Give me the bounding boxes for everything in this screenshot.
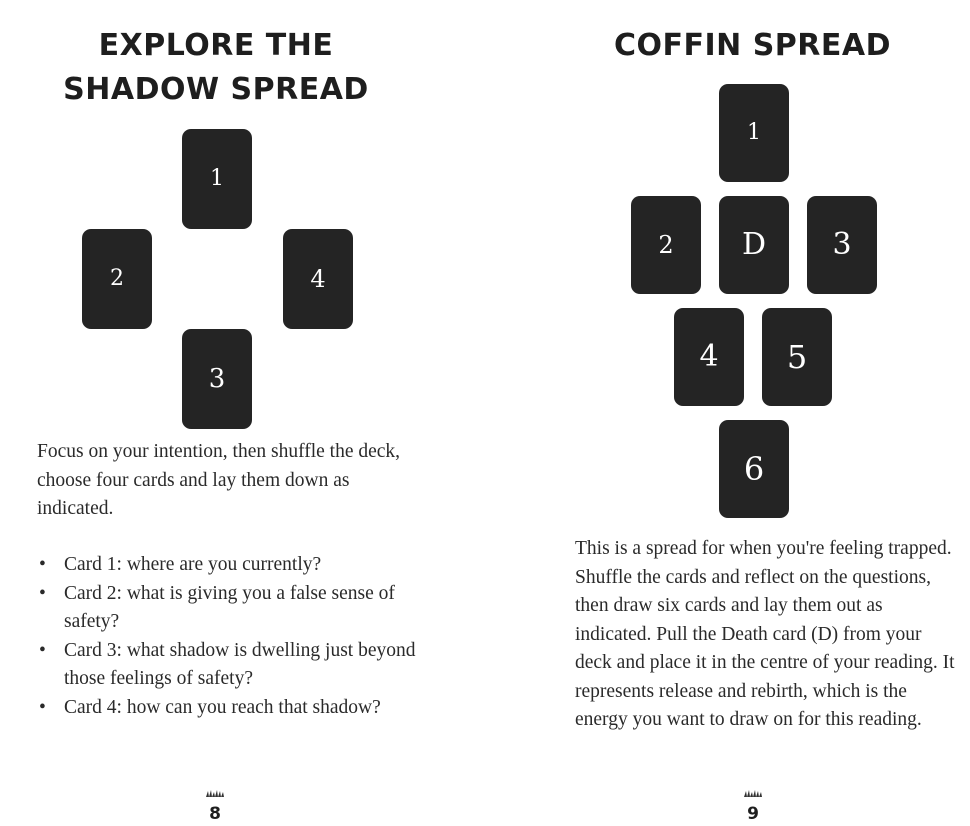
bullet-icon: •	[39, 696, 46, 718]
page-title	[525, 24, 970, 68]
page-number: 8	[209, 804, 221, 824]
list-item: • Card 1: where are you currently?	[37, 551, 417, 580]
spread-card-1	[719, 84, 789, 182]
page-title	[40, 24, 392, 112]
title-line-1: COFFIN SPREAD	[613, 28, 892, 63]
list-item: • Card 4: how can you reach that shadow?	[37, 694, 417, 723]
spread-card-2	[631, 196, 701, 294]
right-page	[485, 0, 970, 826]
intro-paragraph: Focus on your intention, then shuffle the deck, choose four cards and lay them down as indicated.	[37, 441, 401, 519]
bullet-icon: •	[39, 582, 46, 604]
title-line-1: EXPLORE THE	[98, 28, 334, 63]
card-number: 5	[786, 338, 808, 376]
bullet-icon: •	[39, 554, 46, 575]
card-number: 4	[310, 265, 326, 293]
spread-card-5	[762, 308, 832, 406]
card-number: 6	[743, 450, 765, 488]
card-number: 3	[208, 364, 226, 394]
spread-card-3	[182, 329, 252, 429]
card-letter: D	[741, 227, 767, 262]
intro-paragraph: This is a spread for when you're feeling trapped. Shuffle the cards and reflect on the questions, then draw six cards and lay them out as indicated. Pull the Death card (D) from your deck and place it in the centre of your reading. It represents release and rebirth, which is the energy you want to draw on for this reading.	[575, 538, 955, 730]
list-item: • Card 2: what is giving you a false sense of safety?	[37, 580, 417, 637]
spread-card-1	[182, 129, 252, 229]
spread-card-4	[283, 229, 353, 329]
spread-card-4	[674, 308, 744, 406]
grass-ornament-icon	[743, 788, 763, 798]
card-number: 4	[699, 339, 719, 374]
card-number: 1	[210, 166, 224, 191]
card-number: 3	[832, 227, 852, 262]
card-question-list	[37, 551, 417, 722]
spread-card-6	[719, 420, 789, 518]
spread-card-2	[82, 229, 152, 329]
page-number: 9	[747, 804, 759, 824]
spread-card-death	[719, 196, 789, 294]
card-number: 1	[747, 120, 761, 145]
title-line-2: SHADOW SPREAD	[63, 72, 369, 107]
card-number: 2	[110, 266, 124, 291]
card-number: 2	[658, 231, 674, 259]
grass-ornament-icon	[205, 788, 225, 798]
spread-card-3	[807, 196, 877, 294]
bullet-icon: •	[39, 639, 46, 661]
list-item: • Card 3: what shadow is dwelling just beyond those feelings of safety?	[37, 637, 417, 694]
